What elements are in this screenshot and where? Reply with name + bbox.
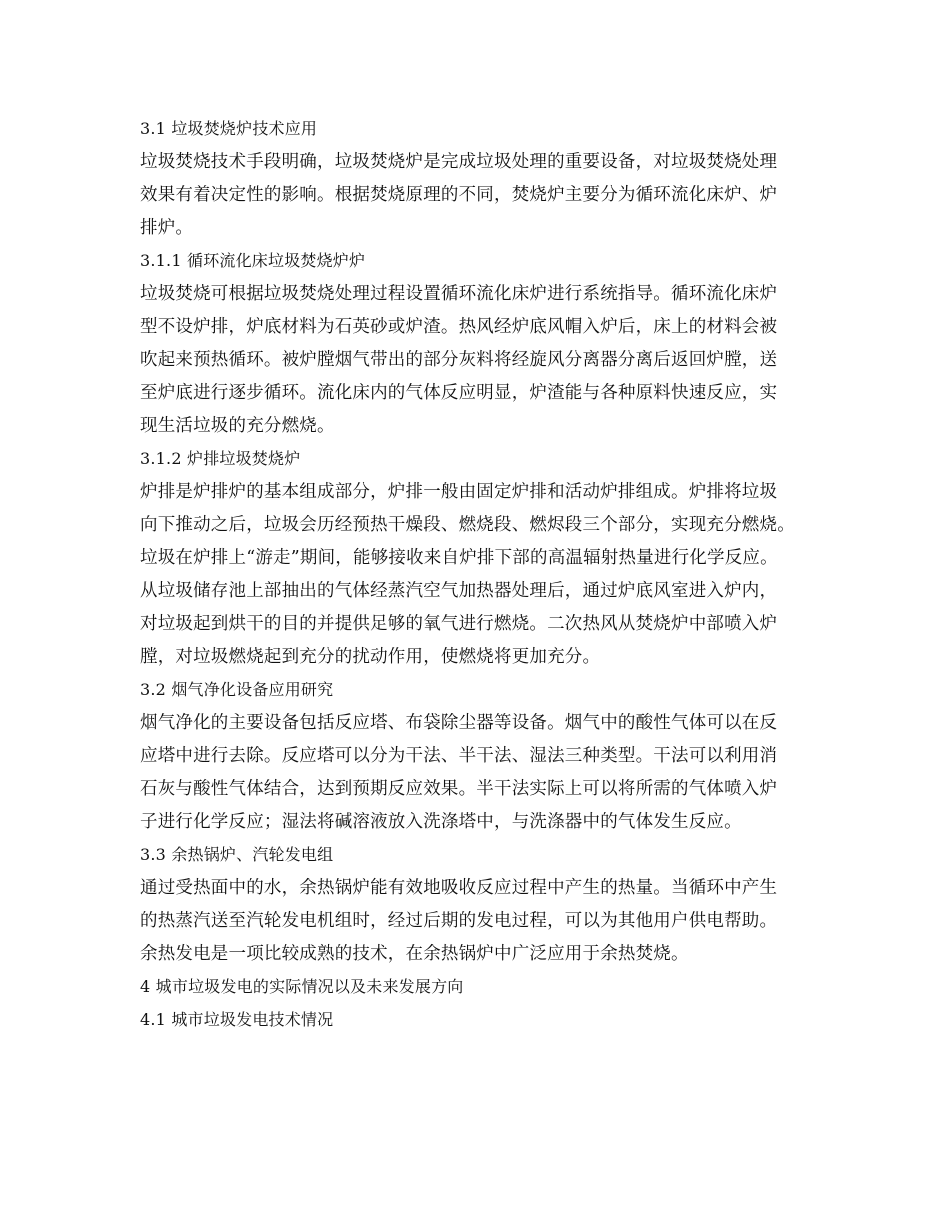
paragraph-line: 至炉底进行逐步循环。流化床内的气体反应明显，炉渣能与各种原料快速反应，实 (140, 383, 778, 403)
paragraph-line: 烟气净化的主要设备包括反应塔、布袋除尘器等设备。烟气中的酸性气体可以在反 (140, 713, 778, 733)
paragraph-line: 的热蒸汽送至汽轮发电机组时，经过后期的发电过程，可以为其他用户供电帮助。 (140, 911, 778, 931)
section-heading-3-1-1: 3.1.1 循环流化床垃圾焚烧炉炉 (140, 251, 366, 270)
section-heading-4-1: 4.1 城市垃圾发电技术情况 (140, 1010, 334, 1029)
section-heading-3-3: 3.3 余热锅炉、汽轮发电组 (140, 845, 334, 864)
paragraph-line: 余热发电是一项比较成熟的技术，在余热锅炉中广泛应用于余热焚烧。 (140, 944, 689, 964)
paragraph-line: 垃圾焚烧可根据垃圾焚烧处理过程设置循环流化床炉进行系统指导。循环流化床炉 (140, 284, 778, 304)
paragraph-line: 向下推动之后，垃圾会历经预热干燥段、燃烧段、燃烬段三个部分，实现充分燃烧。 (140, 515, 795, 535)
paragraph-line: 从垃圾储存池上部抽出的气体经蒸汽空气加热器处理后，通过炉底风室进入炉内， (140, 581, 778, 601)
paragraph-line: 型不设炉排，炉底材料为石英砂或炉渣。热风经炉底风帽入炉后，床上的材料会被 (140, 317, 778, 337)
paragraph-line: 子进行化学反应；湿法将碱溶液放入洗涤塔中，与洗涤器中的气体发生反应。 (140, 812, 742, 832)
paragraph-line: 对垃圾起到烘干的目的并提供足够的氧气进行燃烧。二次热风从焚烧炉中部喷入炉 (140, 614, 778, 634)
paragraph-line: 吹起来预热循环。被炉膛烟气带出的部分灰料将经旋风分离器分离后返回炉膛，送 (140, 350, 778, 370)
paragraph-line: 现生活垃圾的充分燃烧。 (140, 416, 335, 436)
paragraph-line: 通过受热面中的水，余热锅炉能有效地吸收反应过程中产生的热量。当循环中产生 (140, 878, 778, 898)
section-heading-4: 4 城市垃圾发电的实际情况以及未来发展方向 (140, 977, 464, 996)
paragraph-line: 石灰与酸性气体结合，达到预期反应效果。半干法实际上可以将所需的气体喷入炉 (140, 779, 778, 799)
paragraph-line: 膛，对垃圾燃烧起到充分的扰动作用，使燃烧将更加充分。 (140, 647, 601, 667)
paragraph-line: 效果有着决定性的影响。根据焚烧原理的不同，焚烧炉主要分为循环流化床炉、炉 (140, 185, 778, 205)
paragraph-line: 垃圾在炉排上“游走”期间，能够接收来自炉排下部的高温辐射热量进行化学反应。 (140, 548, 778, 568)
paragraph-line: 炉排是炉排炉的基本组成部分，炉排一般由固定炉排和活动炉排组成。炉排将垃圾 (140, 482, 778, 502)
section-heading-3-2: 3.2 烟气净化设备应用研究 (140, 680, 334, 699)
paragraph-line: 应塔中进行去除。反应塔可以分为干法、半干法、湿法三种类型。干法可以利用消 (140, 746, 778, 766)
paragraph-line: 排炉。 (140, 218, 194, 238)
section-heading-3-1: 3.1 垃圾焚烧炉技术应用 (140, 119, 318, 138)
paragraph-line: 垃圾焚烧技术手段明确，垃圾焚烧炉是完成垃圾处理的重要设备，对垃圾焚烧处理 (140, 152, 778, 172)
section-heading-3-1-2: 3.1.2 炉排垃圾焚烧炉 (140, 449, 301, 468)
